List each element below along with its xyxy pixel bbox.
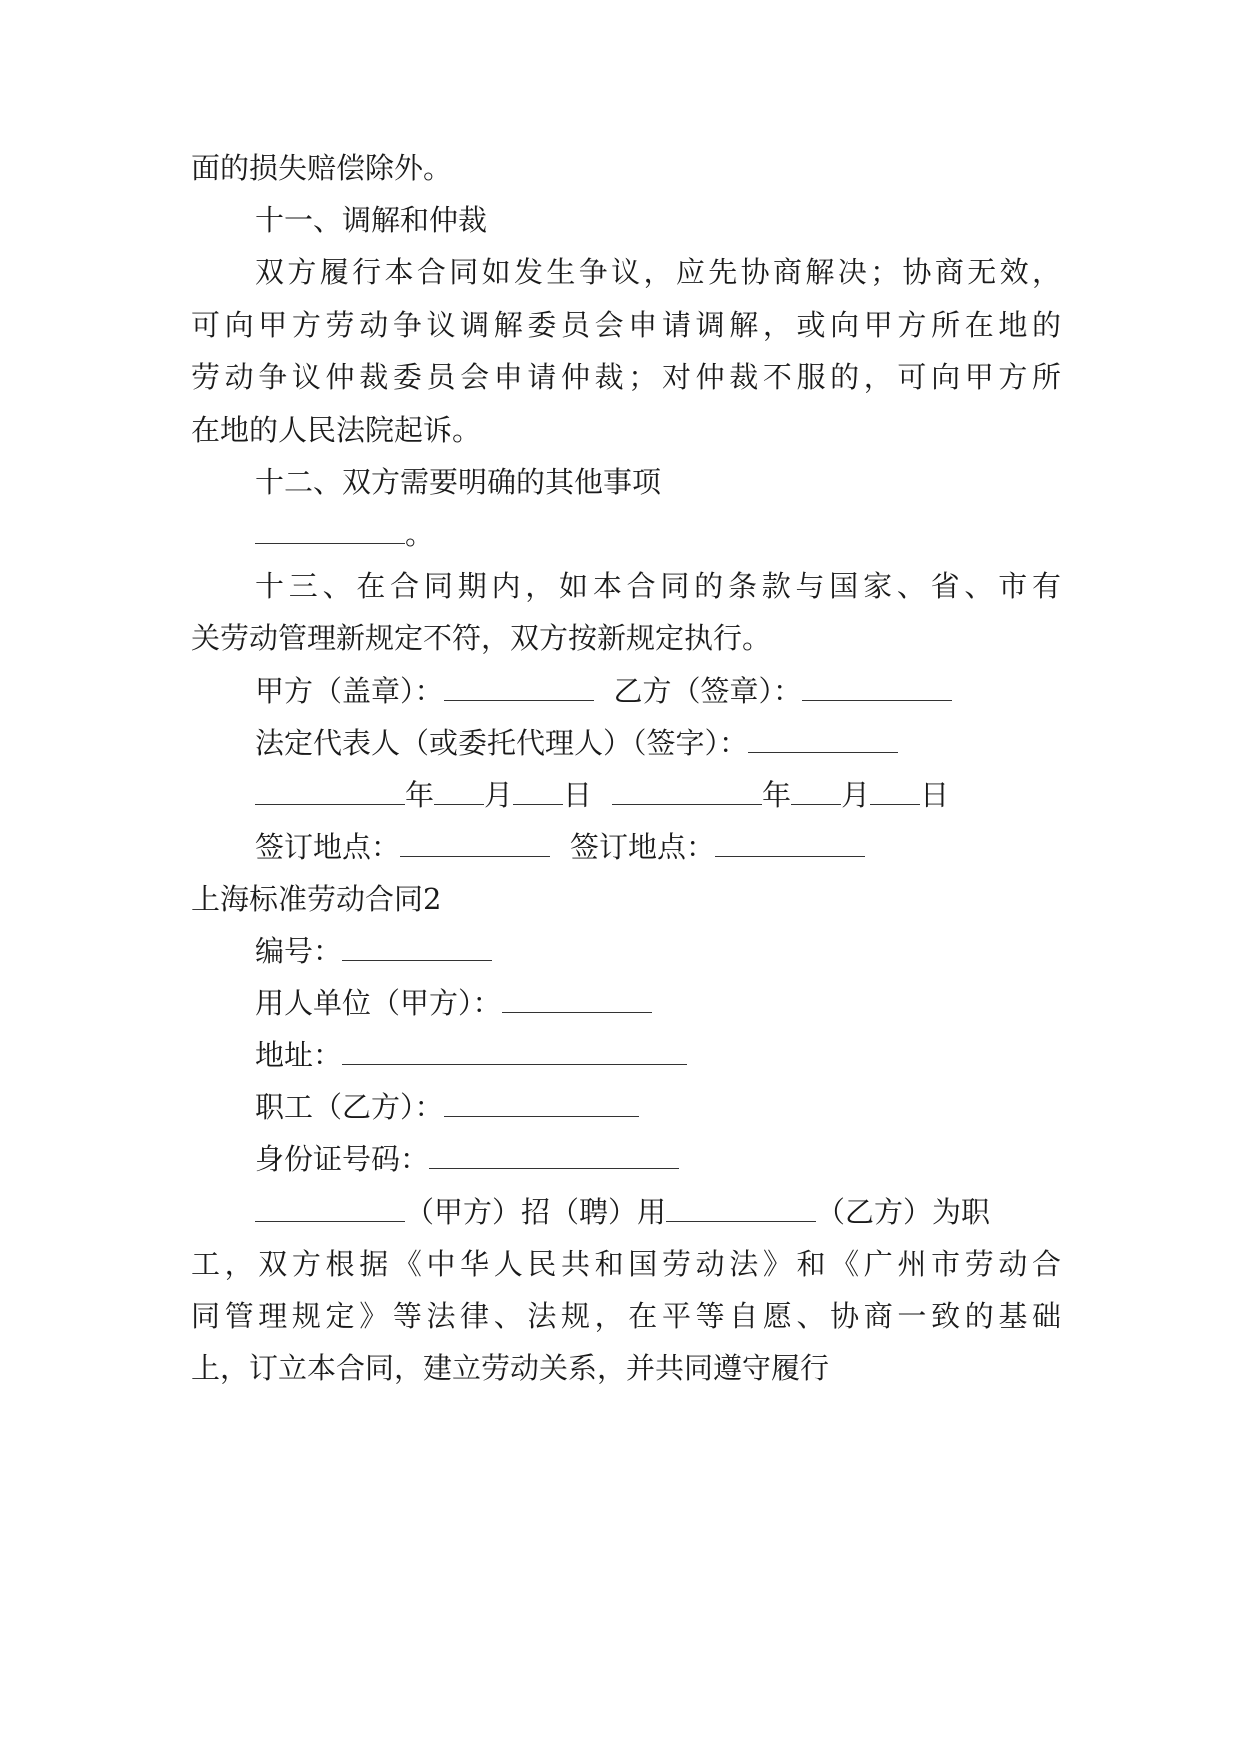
legal-rep-blank[interactable] bbox=[748, 725, 898, 753]
contract-2-body-line-2: 同管理规定》等法律、法规，在平等自愿、协商一致的基础 bbox=[191, 1299, 1061, 1333]
employer-blank[interactable] bbox=[502, 985, 652, 1013]
address-line bbox=[255, 1035, 1061, 1075]
section-12-heading: 十二、双方需要明确的其他事项 bbox=[255, 465, 662, 499]
section-11-line-3: 劳动争议仲裁委员会申请仲裁；对仲裁不服的，可向甲方所 bbox=[191, 360, 1061, 394]
day-label-b: 日 bbox=[920, 778, 950, 812]
month-label-a: 月 bbox=[484, 778, 514, 812]
address-label: 地址： bbox=[255, 1038, 343, 1072]
address-blank[interactable] bbox=[342, 1037, 687, 1065]
hire-line bbox=[255, 1192, 1061, 1232]
place-label-a: 签订地点： bbox=[255, 830, 401, 864]
number-blank[interactable] bbox=[342, 933, 492, 961]
party-a-seal-blank[interactable] bbox=[444, 673, 594, 701]
other-matters-blank[interactable] bbox=[255, 516, 405, 544]
section-11-line-4: 在地的人民法院起诉。 bbox=[191, 413, 482, 447]
party-a-seal-label: 甲方（盖章）： bbox=[255, 674, 444, 708]
employer-label: 用人单位（甲方）： bbox=[255, 986, 502, 1020]
party-b-sign-label: 乙方（签章）： bbox=[613, 674, 803, 708]
section-11-line-2: 可向甲方劳动争议调解委员会申请调解，或向甲方所在地的 bbox=[191, 308, 1061, 342]
hire-text-2: （乙方）为职 bbox=[816, 1195, 991, 1229]
place-blank-b[interactable] bbox=[715, 829, 865, 857]
seal-line bbox=[255, 671, 1061, 711]
party-b-year-blank[interactable] bbox=[612, 777, 762, 805]
period-mark: 。 bbox=[405, 517, 435, 551]
contract-2-body-line-1: 工，双方根据《中华人民共和国劳动法》和《广州市劳动合 bbox=[191, 1247, 1061, 1281]
month-label-b: 月 bbox=[841, 778, 871, 812]
number-line bbox=[255, 931, 1061, 971]
section-13-line-1: 十三、在合同期内，如本合同的条款与国家、省、市有 bbox=[255, 569, 1061, 603]
legal-rep-label: 法定代表人（或委托代理人）（签字）： bbox=[255, 726, 749, 760]
employer-name-blank[interactable] bbox=[255, 1194, 405, 1222]
year-label-a: 年 bbox=[405, 778, 435, 812]
legal-rep-line bbox=[255, 723, 1061, 763]
party-b-sign-blank[interactable] bbox=[802, 673, 952, 701]
contract-2-body-line-3: 上，订立本合同，建立劳动关系，并共同遵守履行 bbox=[191, 1351, 830, 1385]
party-a-year-blank[interactable] bbox=[255, 777, 405, 805]
party-a-month-blank[interactable] bbox=[434, 777, 484, 805]
place-label-b: 签订地点： bbox=[570, 830, 716, 864]
section-12-blank-line bbox=[255, 514, 1061, 554]
section-11-line-1: 双方履行本合同如发生争议，应先协商解决；协商无效， bbox=[255, 255, 1061, 289]
place-line bbox=[255, 827, 1061, 867]
continuation-line: 面的损失赔偿除外。 bbox=[191, 151, 453, 185]
year-label-b: 年 bbox=[762, 778, 792, 812]
employee-label: 职工（乙方）： bbox=[255, 1090, 444, 1124]
employee-line bbox=[255, 1087, 1061, 1127]
party-b-month-blank[interactable] bbox=[791, 777, 841, 805]
id-number-blank[interactable] bbox=[429, 1141, 679, 1169]
contract-2-title: 上海标准劳动合同2 bbox=[191, 882, 442, 916]
id-number-label: 身份证号码： bbox=[255, 1142, 430, 1176]
number-label: 编号： bbox=[255, 934, 343, 968]
day-label-a: 日 bbox=[563, 778, 593, 812]
section-11-heading: 十一、调解和仲裁 bbox=[255, 203, 488, 237]
employer-line bbox=[255, 983, 1061, 1023]
date-line bbox=[255, 775, 1061, 815]
place-blank-a[interactable] bbox=[400, 829, 550, 857]
section-13-line-2: 关劳动管理新规定不符，双方按新规定执行。 bbox=[191, 621, 772, 655]
id-number-line bbox=[255, 1139, 1061, 1179]
party-b-day-blank[interactable] bbox=[870, 777, 920, 805]
employee-blank[interactable] bbox=[444, 1089, 639, 1117]
party-a-day-blank[interactable] bbox=[513, 777, 563, 805]
employee-name-blank[interactable] bbox=[666, 1194, 816, 1222]
hire-text-1: （甲方）招（聘）用 bbox=[405, 1195, 667, 1229]
